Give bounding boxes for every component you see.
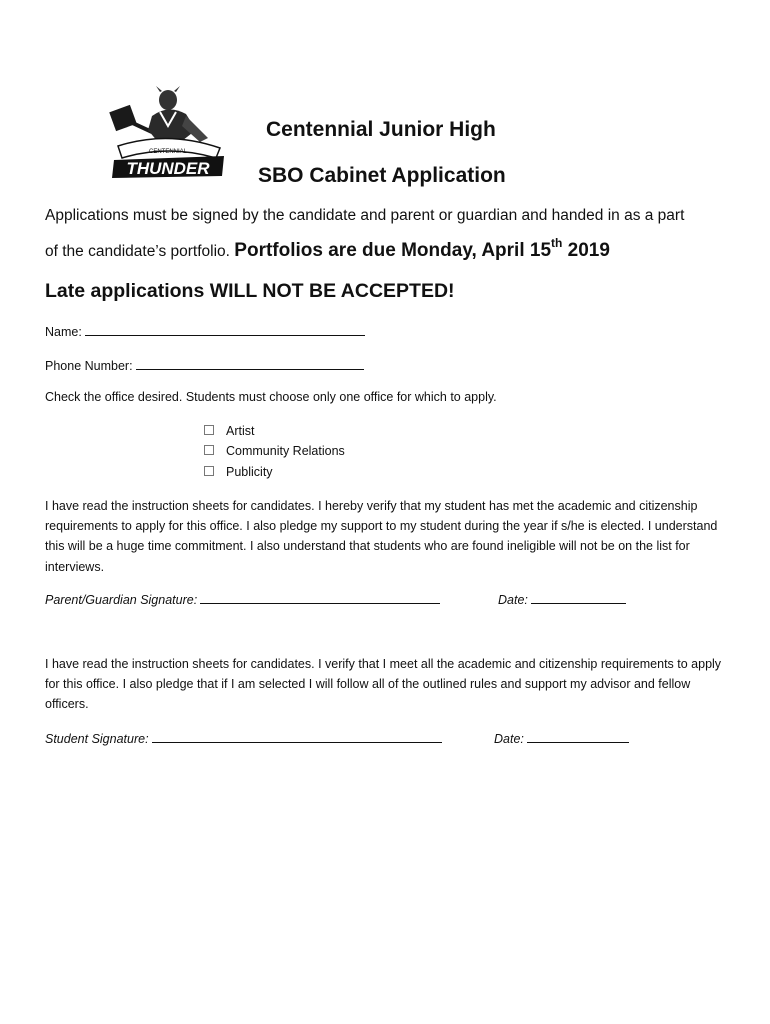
office-instruction: Check the office desired. Students must choose only one office for which to apply. xyxy=(45,390,497,404)
logo-small-text: CENTENNIAL xyxy=(148,149,188,155)
school-name: Centennial Junior High xyxy=(266,118,496,141)
logo-text: THUNDER xyxy=(126,159,210,178)
due-suffix: 2019 xyxy=(562,240,610,261)
student-signature-label: Student Signature xyxy=(45,732,146,746)
student-date-row: Date: xyxy=(494,730,629,746)
community-relations-label: Community Relations xyxy=(226,444,345,458)
artist-checkbox[interactable] xyxy=(204,425,214,435)
artist-label: Artist xyxy=(226,424,255,438)
parent-date-field[interactable] xyxy=(531,591,626,604)
parent-date-label: Date xyxy=(498,593,525,607)
name-label: Name: xyxy=(45,325,82,339)
student-signature-row: Student Signature: xyxy=(45,730,442,746)
student-date-field[interactable] xyxy=(527,730,629,743)
phone-row xyxy=(45,357,364,373)
office-option-publicity[interactable] xyxy=(204,465,273,479)
intro-line-1: Applications must be signed by the candidate and parent or guardian and handed in as a part xyxy=(45,207,685,224)
parent-date-row: Date: xyxy=(498,591,626,607)
late-notice: Late applications WILL NOT BE ACCEPTED! xyxy=(45,280,455,302)
phone-label: Phone Number: xyxy=(45,359,133,373)
due-sup: th xyxy=(551,236,563,250)
intro-line-2-text: of the candidate’s portfolio. xyxy=(45,243,230,260)
parent-signature-label: Parent/Guardian Signature xyxy=(45,593,194,607)
community-relations-checkbox[interactable] xyxy=(204,445,214,455)
office-option-artist[interactable] xyxy=(204,424,254,438)
student-date-label: Date xyxy=(494,732,521,746)
name-field[interactable] xyxy=(85,323,365,336)
due-date-notice xyxy=(234,236,610,261)
intro-line-2 xyxy=(45,236,610,262)
phone-field[interactable] xyxy=(136,357,364,370)
school-logo xyxy=(108,86,230,182)
student-statement: I have read the instruction sheets for candidates. I verify that I meet all the academic and citizenship requirements to apply for this office. I also pledge that if I am selected I will follow all of the outlined rules and support my advisor and fellow officers. xyxy=(45,657,722,712)
due-prefix: Portfolios are due Monday, April 15 xyxy=(234,240,552,261)
form-title: SBO Cabinet Application xyxy=(258,164,506,187)
name-row xyxy=(45,323,365,339)
student-signature-field[interactable] xyxy=(152,730,442,743)
parent-signature-field[interactable] xyxy=(200,591,440,604)
publicity-label: Publicity xyxy=(226,465,273,479)
publicity-checkbox[interactable] xyxy=(204,466,214,476)
parent-signature-row: Parent/Guardian Signature: xyxy=(45,591,440,607)
office-option-community-relations[interactable] xyxy=(204,444,345,458)
parent-statement: I have read the instruction sheets for candidates. I hereby verify that my student has met the academic and citizenship requirements to apply for this office. I also pledge my support to my student during the year if s/he is elected. I understand this will be a huge time commitment. I also understand that students who are found ineligible will not be on the list for interviews. xyxy=(45,499,718,574)
